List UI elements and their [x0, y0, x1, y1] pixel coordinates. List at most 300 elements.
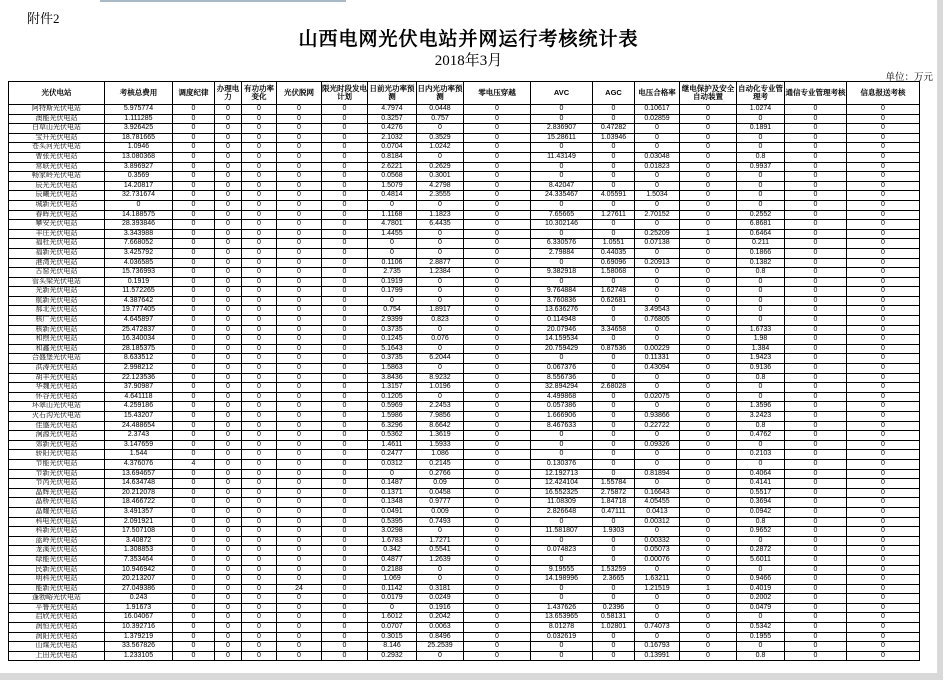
value-cell: 0 — [737, 114, 785, 124]
value-cell: 0 — [785, 402, 847, 412]
value-cell: 0 — [680, 124, 737, 134]
value-cell: 0 — [277, 536, 322, 546]
value-cell: 0 — [847, 162, 920, 172]
value-cell: 1.02801 — [593, 623, 635, 633]
value-cell: 0 — [635, 277, 680, 287]
table-row — [9, 114, 920, 124]
value-cell: 0 — [215, 287, 242, 297]
table-row — [9, 364, 920, 374]
value-cell: 0 — [593, 421, 635, 431]
value-cell: 0 — [785, 152, 847, 162]
value-cell: 0 — [464, 555, 531, 565]
value-cell: 0 — [322, 507, 368, 517]
table-row — [9, 546, 920, 556]
value-cell: 0 — [322, 479, 368, 489]
value-cell: 0 — [322, 210, 368, 220]
value-cell: 0 — [847, 412, 920, 422]
value-cell: 0 — [464, 383, 531, 393]
value-cell: 0 — [173, 143, 215, 153]
value-cell: 0.3015 — [368, 632, 417, 642]
value-cell: 0.1205 — [368, 392, 417, 402]
value-cell: 1.4455 — [368, 229, 417, 239]
value-cell: 0 — [368, 248, 417, 258]
value-cell: 0 — [464, 412, 531, 422]
value-cell: 0 — [737, 172, 785, 182]
value-cell: 0 — [173, 239, 215, 249]
value-cell: 0 — [242, 536, 277, 546]
value-cell: 0 — [277, 181, 322, 191]
value-cell: 0 — [215, 373, 242, 383]
value-cell: 0 — [242, 584, 277, 594]
value-cell: 0 — [847, 287, 920, 297]
value-cell: 0 — [417, 344, 464, 354]
value-cell: 0 — [464, 479, 531, 489]
value-cell: 0 — [277, 373, 322, 383]
value-cell: 5.1643 — [368, 344, 417, 354]
value-cell: 0 — [635, 450, 680, 460]
value-cell: 0 — [785, 421, 847, 431]
value-cell: 0 — [173, 392, 215, 402]
value-cell: 0.9466 — [737, 575, 785, 585]
station-name-cell: 平鲁光伏电站 — [9, 603, 105, 613]
value-cell: 0 — [464, 191, 531, 201]
value-cell: 0 — [464, 642, 531, 652]
value-cell: 0 — [215, 575, 242, 585]
value-cell: 0 — [680, 440, 737, 450]
value-cell: 0 — [680, 335, 737, 345]
value-cell: 0 — [173, 383, 215, 393]
value-cell: 0 — [785, 191, 847, 201]
station-name-cell: 光新光伏电站 — [9, 287, 105, 297]
value-cell: 0 — [277, 229, 322, 239]
station-name-cell: 核广光伏电站 — [9, 316, 105, 326]
value-cell: 0 — [680, 575, 737, 585]
value-cell: 0.2042 — [417, 613, 464, 623]
value-cell: 0 — [680, 651, 737, 661]
value-cell: 0.76805 — [635, 316, 680, 326]
value-cell: 0 — [277, 421, 322, 431]
value-cell: 0 — [593, 546, 635, 556]
value-cell: 0 — [847, 143, 920, 153]
value-cell: 0 — [680, 277, 737, 287]
value-cell: 0 — [215, 632, 242, 642]
value-cell: 0.1487 — [368, 479, 417, 489]
value-cell: 5.975774 — [105, 105, 173, 115]
value-cell: 0 — [173, 114, 215, 124]
value-cell: 0 — [242, 383, 277, 393]
value-cell: 0 — [593, 335, 635, 345]
value-cell: 0 — [464, 507, 531, 517]
value-cell: 0 — [215, 344, 242, 354]
table-row — [9, 239, 920, 249]
station-name-cell: 航新光伏电站 — [9, 296, 105, 306]
value-cell: 0 — [785, 114, 847, 124]
value-cell: 0 — [464, 431, 531, 441]
column-header: 通信专业管理考核 — [785, 82, 847, 105]
value-cell: 0.69096 — [593, 258, 635, 268]
value-cell: 1.55784 — [593, 479, 635, 489]
table-row — [9, 479, 920, 489]
value-cell: 0 — [322, 133, 368, 143]
value-cell: 0.2396 — [593, 603, 635, 613]
value-cell: 0 — [680, 421, 737, 431]
value-cell: 0.0448 — [417, 105, 464, 115]
value-cell: 1.5863 — [368, 364, 417, 374]
value-cell: 0 — [173, 565, 215, 575]
value-cell: 0 — [593, 450, 635, 460]
value-cell: 0 — [785, 651, 847, 661]
value-cell: 0 — [785, 239, 847, 249]
value-cell: 0 — [464, 181, 531, 191]
value-cell: 0 — [847, 133, 920, 143]
value-cell: 0 — [277, 450, 322, 460]
value-cell: 3.343988 — [105, 229, 173, 239]
value-cell: 1.6783 — [368, 536, 417, 546]
value-cell: 3.49543 — [635, 306, 680, 316]
value-cell: 14.188575 — [105, 210, 173, 220]
value-cell: 0 — [277, 124, 322, 134]
value-cell: 0 — [242, 239, 277, 249]
value-cell: 0 — [847, 421, 920, 431]
value-cell: 0 — [215, 133, 242, 143]
table-row — [9, 162, 920, 172]
value-cell: 24 — [277, 584, 322, 594]
value-cell: 2.70152 — [635, 210, 680, 220]
value-cell: 0 — [635, 143, 680, 153]
value-cell: 0 — [785, 172, 847, 182]
value-cell: 0 — [242, 527, 277, 537]
value-cell: 0 — [737, 143, 785, 153]
value-cell: 0 — [322, 421, 368, 431]
value-cell: 0 — [680, 248, 737, 258]
top-edge-strip — [100, 0, 346, 2]
value-cell: 0 — [242, 287, 277, 297]
value-cell: 0 — [531, 440, 593, 450]
value-cell: 3.0298 — [368, 527, 417, 537]
value-cell: 0.5395 — [368, 517, 417, 527]
value-cell: 11.572265 — [105, 287, 173, 297]
value-cell: 0 — [593, 306, 635, 316]
value-cell: 0 — [242, 229, 277, 239]
value-cell: 0 — [847, 603, 920, 613]
value-cell: 0 — [593, 373, 635, 383]
station-name-cell: 春晖光伏电站 — [9, 210, 105, 220]
value-cell: 0 — [847, 584, 920, 594]
value-cell: 0 — [531, 450, 593, 460]
value-cell: 0 — [417, 296, 464, 306]
value-cell: 0.2188 — [368, 565, 417, 575]
page-title: 山西电网光伏电站并网运行考核统计表 — [298, 29, 639, 50]
value-cell: 0 — [847, 306, 920, 316]
value-cell: 0 — [322, 632, 368, 642]
value-cell: 2.998212 — [105, 364, 173, 374]
station-name-cell: 晶桥光伏电站 — [9, 498, 105, 508]
column-header: AGC — [593, 82, 635, 105]
value-cell: 0.8 — [737, 373, 785, 383]
value-cell: 0 — [464, 287, 531, 297]
value-cell: 9.764884 — [531, 287, 593, 297]
value-cell: 6.2044 — [417, 354, 464, 364]
attachment-label: 附件2 — [27, 11, 60, 26]
value-cell: 0 — [322, 162, 368, 172]
value-cell: 0.87536 — [593, 344, 635, 354]
value-cell: 0 — [242, 181, 277, 191]
value-cell: 0 — [785, 613, 847, 623]
station-name-cell: 常联光伏电站 — [9, 162, 105, 172]
value-cell: 0 — [680, 431, 737, 441]
station-name-cell: 古窑光伏电站 — [9, 268, 105, 278]
value-cell: 0 — [464, 133, 531, 143]
station-name-cell: 郊新光伏电站 — [9, 440, 105, 450]
value-cell: 8.633512 — [105, 354, 173, 364]
value-cell: 0 — [785, 575, 847, 585]
value-cell: 0 — [680, 555, 737, 565]
value-cell: 0 — [242, 152, 277, 162]
value-cell: 0 — [635, 527, 680, 537]
value-cell: 0.8 — [737, 517, 785, 527]
column-header: 有功功率变化 — [242, 82, 277, 105]
value-cell: 0 — [464, 316, 531, 326]
value-cell: 0 — [322, 440, 368, 450]
value-cell: 0 — [277, 632, 322, 642]
value-cell: 0 — [322, 642, 368, 652]
value-cell: 0 — [242, 344, 277, 354]
value-cell: 0 — [847, 200, 920, 210]
value-cell: 0 — [464, 527, 531, 537]
value-cell: 0 — [277, 383, 322, 393]
value-cell: 0 — [785, 479, 847, 489]
value-cell: 1.5986 — [368, 412, 417, 422]
value-cell: 0 — [680, 152, 737, 162]
value-cell: 0 — [464, 603, 531, 613]
value-cell: 0.2872 — [737, 546, 785, 556]
value-cell: 0 — [368, 200, 417, 210]
value-cell: 0 — [464, 258, 531, 268]
value-cell: 0 — [173, 162, 215, 172]
value-cell: 0 — [785, 220, 847, 230]
value-cell: 14.198996 — [531, 575, 593, 585]
value-cell: 0 — [215, 364, 242, 374]
value-cell: 0 — [173, 402, 215, 412]
value-cell: 0 — [847, 575, 920, 585]
column-header: 限光时段发电计划 — [322, 82, 368, 105]
value-cell: 0.0707 — [368, 623, 417, 633]
station-name-cell: 火石沟光伏电站 — [9, 412, 105, 422]
table-row — [9, 536, 920, 546]
value-cell: 7.353464 — [105, 555, 173, 565]
value-cell: 0 — [531, 584, 593, 594]
value-cell: 0 — [785, 623, 847, 633]
value-cell: 0.757 — [417, 114, 464, 124]
value-cell: 0 — [215, 479, 242, 489]
value-cell: 0 — [531, 354, 593, 364]
value-cell: 3.896927 — [105, 162, 173, 172]
table-row — [9, 248, 920, 258]
value-cell: 0 — [417, 229, 464, 239]
station-name-cell: 澳能光伏电站 — [9, 114, 105, 124]
value-cell: 0 — [593, 517, 635, 527]
value-cell: 0.8496 — [417, 632, 464, 642]
value-cell: 0 — [242, 632, 277, 642]
value-cell: 0 — [173, 450, 215, 460]
value-cell: 1.069 — [368, 575, 417, 585]
station-name-cell: 明科光伏电站 — [9, 575, 105, 585]
value-cell: 4.387642 — [105, 296, 173, 306]
value-cell: 0 — [464, 344, 531, 354]
value-cell: 0 — [737, 536, 785, 546]
table-row — [9, 181, 920, 191]
value-cell: 0 — [322, 335, 368, 345]
value-cell: 1.3157 — [368, 383, 417, 393]
value-cell: 0 — [680, 536, 737, 546]
table-row — [9, 488, 920, 498]
value-cell: 6.8681 — [737, 220, 785, 230]
value-cell: 0.0942 — [737, 507, 785, 517]
value-cell: 5.6011 — [737, 555, 785, 565]
table-row — [9, 277, 920, 287]
value-cell: 0 — [417, 565, 464, 575]
value-cell: 1.6733 — [737, 325, 785, 335]
value-cell: 19.777405 — [105, 306, 173, 316]
value-cell: 0 — [464, 124, 531, 134]
value-cell: 0 — [593, 632, 635, 642]
value-cell: 0.4814 — [368, 191, 417, 201]
value-cell: 0 — [322, 200, 368, 210]
value-cell: 0 — [322, 488, 368, 498]
value-cell: 0 — [277, 479, 322, 489]
value-cell: 27.049386 — [105, 584, 173, 594]
value-cell: 0 — [847, 344, 920, 354]
value-cell: 0 — [215, 325, 242, 335]
value-cell: 0.1891 — [737, 124, 785, 134]
value-cell: 0 — [215, 248, 242, 258]
station-name-cell: 合盛堡光伏电站 — [9, 354, 105, 364]
table-row — [9, 316, 920, 326]
value-cell: 0.03048 — [635, 152, 680, 162]
value-cell: 0 — [593, 440, 635, 450]
value-cell: 0 — [215, 200, 242, 210]
value-cell: 0 — [215, 498, 242, 508]
value-cell: 0 — [173, 354, 215, 364]
value-cell: 0 — [277, 296, 322, 306]
value-cell: 0 — [737, 306, 785, 316]
value-cell: 0 — [322, 402, 368, 412]
value-cell: 0 — [242, 392, 277, 402]
value-cell: 0 — [635, 335, 680, 345]
table-row — [9, 527, 920, 537]
value-cell: 32.731674 — [105, 191, 173, 201]
value-cell: 3.147659 — [105, 440, 173, 450]
value-cell: 0 — [322, 277, 368, 287]
value-cell: 0 — [322, 172, 368, 182]
value-cell: 0 — [593, 354, 635, 364]
table-row — [9, 133, 920, 143]
header-row — [9, 82, 920, 105]
value-cell: 0 — [680, 412, 737, 422]
value-cell: 0 — [464, 651, 531, 661]
value-cell: 0 — [785, 459, 847, 469]
value-cell: 0 — [322, 517, 368, 527]
value-cell: 0 — [368, 603, 417, 613]
value-cell: 14.159534 — [531, 335, 593, 345]
value-cell: 13.694657 — [105, 469, 173, 479]
value-cell: 0 — [322, 364, 368, 374]
station-name-cell: 城新光伏电站 — [9, 200, 105, 210]
value-cell: 0.3257 — [368, 114, 417, 124]
value-cell: 0 — [173, 546, 215, 556]
value-cell: 0 — [242, 220, 277, 230]
table-row — [9, 642, 920, 652]
value-cell: 8.01278 — [531, 623, 593, 633]
value-cell: 0 — [215, 354, 242, 364]
table-row — [9, 594, 920, 604]
value-cell: 0 — [737, 277, 785, 287]
value-cell: 0.4019 — [737, 584, 785, 594]
value-cell: 1.2384 — [417, 268, 464, 278]
value-cell: 0 — [593, 584, 635, 594]
value-cell: 0 — [847, 479, 920, 489]
value-cell: 1.384 — [737, 344, 785, 354]
value-cell: 8.556736 — [531, 373, 593, 383]
value-cell: 0 — [785, 373, 847, 383]
value-cell: 0 — [847, 402, 920, 412]
value-cell: 0 — [593, 555, 635, 565]
value-cell: 0.25209 — [635, 229, 680, 239]
value-cell: 0 — [322, 392, 368, 402]
value-cell: 0 — [173, 421, 215, 431]
value-cell: 0 — [322, 114, 368, 124]
table-row — [9, 296, 920, 306]
value-cell: 0 — [531, 536, 593, 546]
value-cell: 0 — [680, 287, 737, 297]
value-cell: 2.3743 — [105, 431, 173, 441]
value-cell: 13.080368 — [105, 152, 173, 162]
station-name-cell: 蓝岭光伏电站 — [9, 536, 105, 546]
value-cell: 0 — [173, 152, 215, 162]
value-cell: 10.302146 — [531, 220, 593, 230]
value-cell: 0 — [215, 412, 242, 422]
value-cell: 2.9399 — [368, 316, 417, 326]
station-name-cell: 港湾光伏电站 — [9, 258, 105, 268]
station-name-cell: 阿特斯光伏电站 — [9, 105, 105, 115]
station-name-cell: 润阳光伏电站 — [9, 632, 105, 642]
value-cell: 0 — [322, 105, 368, 115]
stats-table — [8, 81, 920, 661]
value-cell: 0 — [635, 287, 680, 297]
value-cell: 20.213207 — [105, 575, 173, 585]
value-cell: 0 — [847, 229, 920, 239]
value-cell: 1.91673 — [105, 603, 173, 613]
value-cell: 0 — [593, 316, 635, 326]
value-cell: 0 — [847, 152, 920, 162]
station-name-cell: 丰庄光伏电站 — [9, 229, 105, 239]
value-cell: 0 — [277, 316, 322, 326]
column-header: 办理电力 — [215, 82, 242, 105]
value-cell: 0 — [593, 152, 635, 162]
value-cell: 0 — [173, 124, 215, 134]
value-cell: 0 — [215, 584, 242, 594]
value-cell: 0 — [680, 191, 737, 201]
value-cell: 1.9423 — [737, 354, 785, 364]
value-cell: 0 — [215, 431, 242, 441]
value-cell: 0 — [277, 191, 322, 201]
value-cell: 4.259186 — [105, 402, 173, 412]
value-cell: 0 — [322, 469, 368, 479]
value-cell: 0 — [635, 181, 680, 191]
value-cell: 0 — [277, 344, 322, 354]
station-name-cell: 苍头河光伏电站 — [9, 143, 105, 153]
value-cell: 0.3735 — [368, 325, 417, 335]
